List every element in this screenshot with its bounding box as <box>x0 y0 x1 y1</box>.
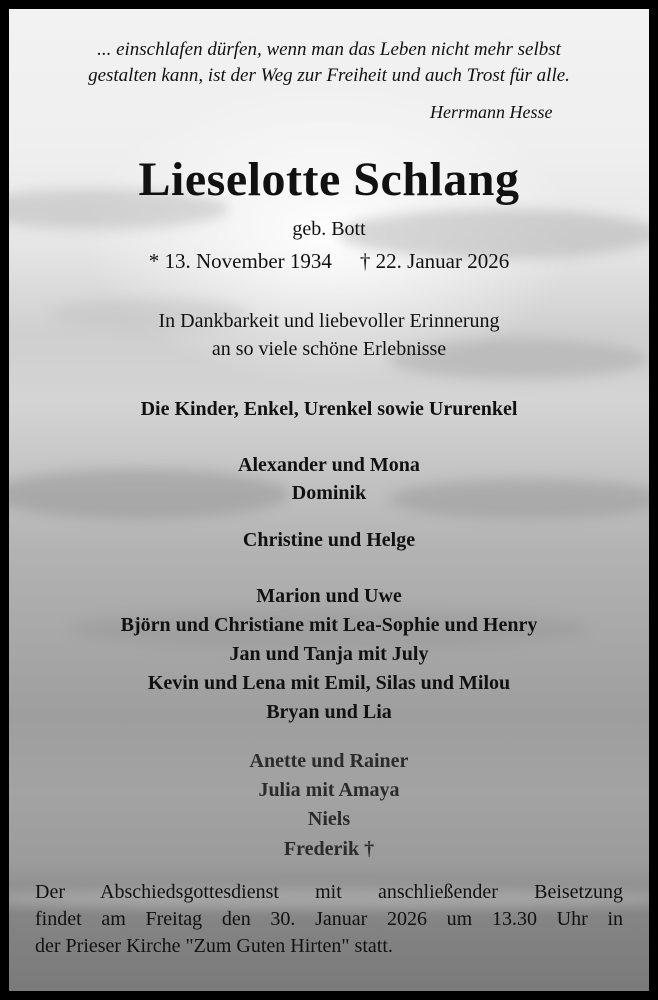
service-line-1: Der Abschiedsgottesdienst mit anschließender Beisetzung <box>35 881 623 903</box>
mourner-name: Björn und Christiane mit Lea-Sophie und Henry <box>120 614 538 636</box>
death-date: † 22. Januar 2026 <box>359 249 510 273</box>
deceased-name: Lieselotte Schlang <box>138 153 520 206</box>
mourner-name: Alexander und Mona <box>238 454 420 476</box>
mourner-name: Anette und Rainer <box>249 750 409 772</box>
dedication-line-1: In Dankbarkeit und liebevoller Erinnerung <box>158 310 500 332</box>
birth-date: * 13. November 1934 <box>148 249 332 273</box>
mourners-heading: Die Kinder, Enkel, Urenkel sowie Ururenkel <box>140 398 518 420</box>
mourner-name: Kevin und Lena mit Emil, Silas und Milou <box>147 672 511 694</box>
mourner-name: Dominik <box>291 482 367 504</box>
quote-line-2: gestalten kann, ist der Weg zur Freiheit und auch Trost für alle. <box>88 65 570 86</box>
mourner-name: Christine und Helge <box>242 529 416 551</box>
life-dates <box>9 249 649 274</box>
service-notice <box>35 879 623 960</box>
quote-author: Herrmann Hesse <box>430 102 553 122</box>
mourner-name: Jan und Tanja mit July <box>229 643 429 665</box>
dedication-line-2: an so viele schöne Erlebnisse <box>211 338 447 360</box>
quote-line-1: ... einschlafen dürfen, wenn man das Leben nicht mehr selbst <box>97 39 561 60</box>
service-line-3: der Prieser Kirche "Zum Guten Hirten" statt. <box>35 935 393 957</box>
mourner-name: Bryan und Lia <box>266 701 392 723</box>
mourner-name: Niels <box>307 808 351 830</box>
mourner-name: Frederik † <box>283 838 375 860</box>
service-line-2: findet am Freitag den 30. Januar 2026 um 13.30 Uhr in <box>35 908 623 930</box>
birth-name: geb. Bott <box>292 218 366 240</box>
obituary-card <box>9 9 649 991</box>
mourner-name: Julia mit Amaya <box>258 779 400 801</box>
mourner-name: Marion und Uwe <box>256 585 402 607</box>
